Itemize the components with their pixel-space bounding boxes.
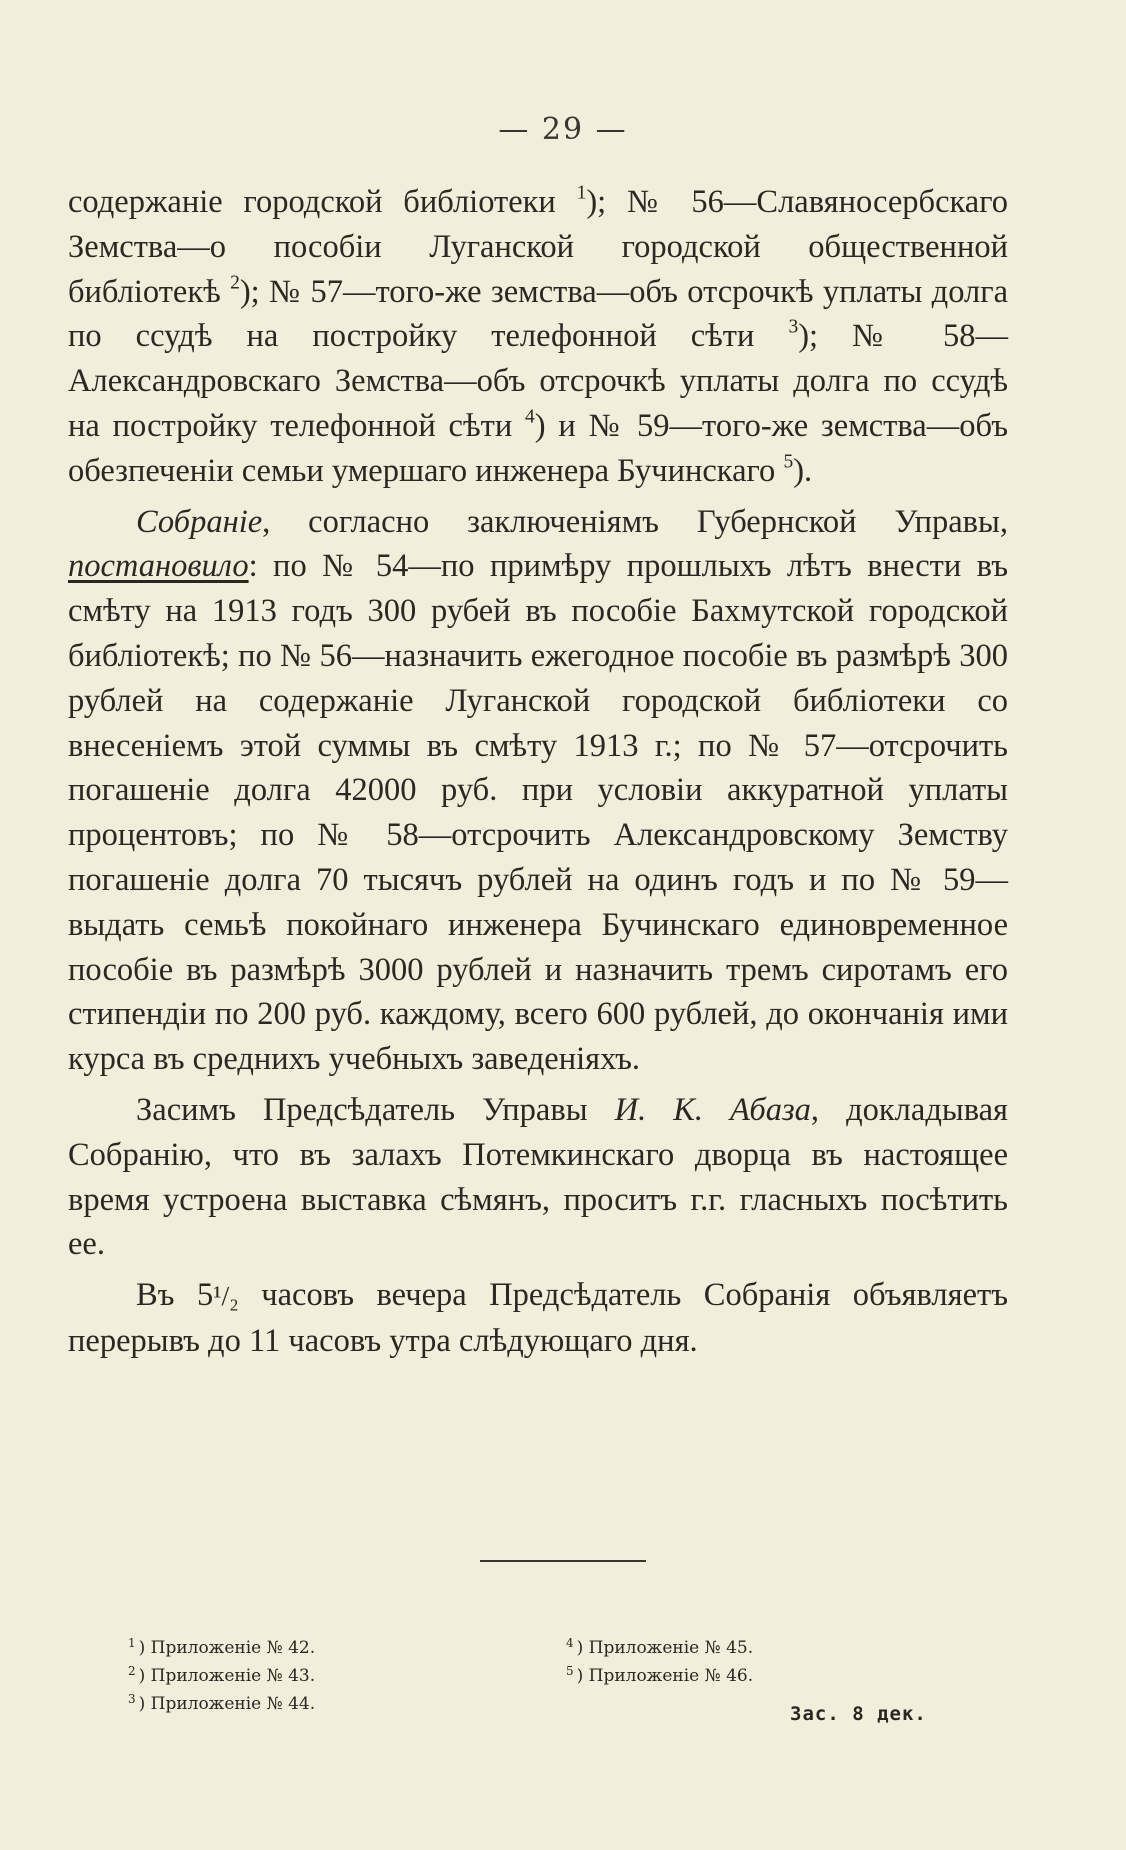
page-number: — 29 — (498, 112, 628, 147)
footnote-1 (128, 1632, 315, 1660)
footnote-text: ) Приложеніе № 46. (576, 1665, 754, 1686)
footnote-4 (566, 1632, 753, 1660)
text-run: , докладывая Собранію, что въ залахъ Потемкинскаго дворца въ настоящее время устроена выставка сѣмянъ, проситъ г.г. гласныхъ посѣтить ее. (68, 1091, 1008, 1263)
body-text (68, 180, 1008, 1364)
text-run: Засимъ Предсѣдатель Управы (136, 1091, 615, 1128)
session-mark: Зас. 8 дек. (790, 1703, 927, 1725)
footnote-2 (128, 1660, 315, 1688)
footnote-mark: 4 (566, 1636, 574, 1650)
footnote-text: ) Приложеніе № 43. (138, 1665, 316, 1686)
footnote-text: ) Приложеніе № 42. (138, 1637, 316, 1658)
footnote-reference: 5 (783, 451, 794, 473)
text-run: Въ 5 (136, 1277, 214, 1314)
text-run: ); № 58—Александровскаго Земства—объ отсрочкѣ уплаты долга по ссудѣ на постройку телефонной сѣти (68, 318, 1008, 444)
text-run: ) и № 59—того-же земства—объ обезпеченіи семьи умершаго инженера Бучинскаго (68, 407, 1009, 489)
footnote-text: ) Приложеніе № 44. (138, 1693, 316, 1714)
text-run: ); № 57—того-же земства—объ отсрочкѣ уплаты долга по ссудѣ на постройку телефонной сѣти (68, 273, 1008, 355)
section-divider (480, 1560, 646, 1562)
emphasis: И. К. Абаза (614, 1091, 811, 1128)
emphasis: Собраніе (136, 503, 263, 540)
text-run: ); № 56—Славяносербскаго Земства—о пособіи Луганской городской общественной библіотекѣ (68, 184, 1008, 310)
footnote-mark: 2 (128, 1663, 136, 1678)
footnote-mark: 5 (566, 1663, 574, 1678)
footnote-mark: 1 (128, 1636, 136, 1650)
footnote-reference: 1 (576, 182, 587, 204)
paragraph (68, 180, 1008, 494)
footnote-3 (128, 1688, 315, 1716)
footnote-mark: 3 (128, 1691, 136, 1706)
footnote-text: ) Приложеніе № 45. (576, 1637, 754, 1658)
paragraph (68, 500, 1008, 1082)
footnote-reference: 4 (525, 406, 535, 428)
footnote-reference: 2 (230, 271, 240, 293)
footnote-reference: 3 (788, 316, 799, 338)
text-run: содержаніе городской библіотеки (68, 184, 577, 220)
paragraph (68, 1088, 1008, 1267)
footnotes-left-column (128, 1632, 315, 1716)
text-run: : по № 54—по примѣру прошлыхъ лѣтъ внести въ смѣту на 1913 годъ 300 рубей въ пособіе Бахмутской городской библіотекѣ; по № 56—назначить ежегодное пособіе въ размѣрѣ 300 рублей на содержаніе Луганской городской библіотеки со внесеніемъ этой суммы въ смѣту 1913 г.; по № 57—отсрочить погашеніе долга 42000 руб. при условіи аккуратной уплаты процентовъ; по № 58—отсрочить Александровскому Земству погашеніе долга 70 тысячъ рублей на одинъ годъ и по № 59—выдать семьѣ покойнаго инженера Бучинскаго единовременное пособіе въ размѣрѣ 3000 рублей и назначить тремъ сиротамъ его стипендіи по 200 руб. каждому, всего 600 рублей, до окончанія ими курса въ среднихъ учебныхъ заведеніяхъ. (68, 548, 1008, 1078)
footnotes-right-column (566, 1632, 753, 1688)
paragraph (68, 1273, 1008, 1364)
text-run: часовъ вечера Предсѣдатель Собранія объявляетъ перерывъ до 11 часовъ утра слѣдующаго дня. (68, 1277, 1008, 1359)
text-run: ). (793, 452, 813, 489)
footnote-5 (566, 1660, 753, 1688)
fraction: ¹/₂ (213, 1280, 239, 1312)
text-run: , согласно заключеніямъ Губернской Управы, (262, 503, 1008, 540)
underlined-emphasis: постановило (68, 548, 249, 585)
